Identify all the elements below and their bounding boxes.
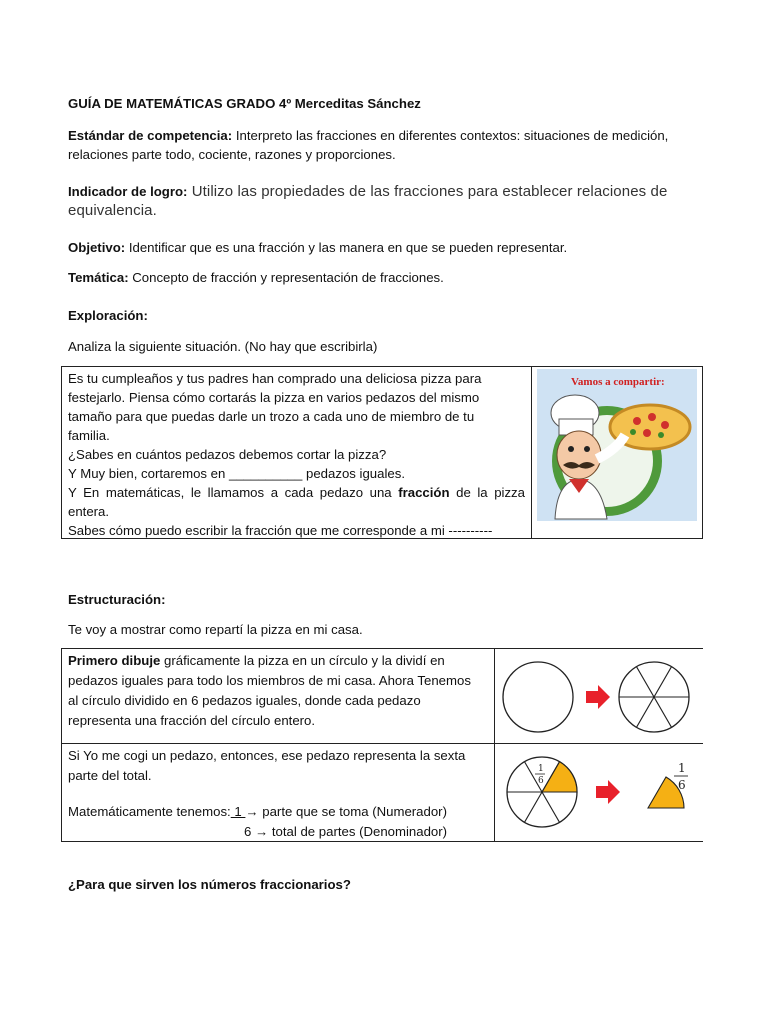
- row1-text: gráficamente la pizza en un círculo y la dividí en: [160, 653, 445, 668]
- estructuracion-heading: Estructuración:: [68, 592, 166, 607]
- exploracion-line-fraccion: [68, 483, 525, 502]
- indicador-label: Indicador de logro:: [68, 184, 188, 199]
- olive: [658, 432, 664, 438]
- objetivo-label: Objetivo:: [68, 240, 126, 255]
- olive: [630, 429, 636, 435]
- exploracion-intro: Analiza la siguiente situación. (No hay que escribirla): [68, 339, 378, 354]
- row2-line: parte del total.: [68, 768, 152, 783]
- row2-line: Si Yo me cogi un pedazo, entonces, ese pedazo representa la sexta: [68, 748, 466, 763]
- exploracion-text-cell: [62, 367, 532, 538]
- spacer: [68, 786, 488, 802]
- slice-fraction-num: 1: [678, 761, 686, 775]
- chef-face-icon: [557, 431, 601, 479]
- arrow-right-icon: [586, 685, 610, 709]
- denominator-value: 6: [244, 824, 252, 839]
- chef-illustration: [537, 369, 697, 521]
- circle-division-diagram: [498, 649, 703, 744]
- arrow-right-icon: [596, 780, 620, 804]
- exploracion-line: festejarlo. Piensa cómo cortarás la pizza en varios pedazos del mismo: [68, 390, 480, 405]
- pepperoni: [661, 421, 669, 429]
- tematica-label: Temática:: [68, 270, 129, 285]
- math-line: [68, 802, 488, 822]
- indicador-line1: [68, 182, 702, 201]
- divided-circle-icon: [619, 662, 689, 732]
- page-title: GUÍA DE MATEMÁTICAS GRADO 4º Merceditas Sánchez: [68, 96, 421, 111]
- table-row: [62, 744, 703, 841]
- row1-bold: Primero dibuje: [68, 653, 161, 668]
- row1-line: representa una fracción del círculo entero.: [68, 713, 316, 728]
- row1-figure: [498, 649, 703, 743]
- exploracion-line: familia.: [68, 428, 110, 443]
- denominator-line: [68, 822, 488, 842]
- eye: [568, 446, 574, 452]
- objetivo-text: Identificar que es una fracción y las manera en que se pueden representar.: [125, 240, 568, 255]
- exploracion-table: [61, 366, 703, 539]
- row1-line: [68, 651, 488, 671]
- exploracion-text-part: de la pizza: [449, 485, 525, 500]
- exploracion-line: Es tu cumpleaños y tus padres han comprado una deliciosa pizza para: [68, 371, 482, 386]
- exploracion-line: Y Muy bien, cortaremos en __________ pedazos iguales.: [68, 466, 405, 481]
- row2-figure: [498, 744, 703, 841]
- exploracion-line: entera.: [68, 504, 110, 519]
- eye: [584, 446, 590, 452]
- numerator-desc: → parte que se toma (Numerador): [245, 804, 447, 819]
- estandar-label: Estándar de competencia:: [68, 128, 233, 143]
- tematica-text: Concepto de fracción y representación de fracciones.: [128, 270, 444, 285]
- tematica-line: [68, 268, 702, 287]
- row1-line: al círculo dividido en 6 pedazos iguales, donde cada pedazo: [68, 693, 421, 708]
- chef-pizza-image: [537, 369, 697, 521]
- exploracion-line: Sabes cómo puedo escribir la fracción que me corresponde a mi ----------: [68, 523, 493, 538]
- pregunta-heading: ¿Para que sirven los números fraccionarios?: [68, 877, 351, 892]
- objetivo-line: [68, 238, 702, 257]
- indicador-text2: equivalencia.: [68, 202, 157, 219]
- math-label: Matemáticamente tenemos:: [68, 804, 231, 819]
- exploracion-line: tamaño para que puedas darle un trozo a cada uno de miembro de tu: [68, 409, 475, 424]
- row1-line: pedazos iguales para todo los miembros de mi casa. Ahora Tenemos: [68, 673, 471, 688]
- pepperoni: [643, 429, 651, 437]
- row2-text-cell: [62, 744, 495, 841]
- exploracion-heading: Exploración:: [68, 308, 148, 323]
- circle-fraction-num: 1: [538, 764, 544, 774]
- pepperoni: [648, 413, 656, 421]
- pepperoni: [633, 417, 641, 425]
- image-caption: Vamos a compartir:: [571, 376, 665, 388]
- fraccion-bold: fracción: [398, 485, 450, 500]
- numerator-value: 1: [230, 804, 246, 819]
- estructuracion-intro: Te voy a mostrar como repartí la pizza en mi casa.: [68, 622, 363, 637]
- slice-fraction-den: 6: [678, 778, 686, 792]
- exploracion-text-part: Y En matemáticas, le llamamos a cada pedazo una: [68, 485, 399, 500]
- estructuracion-table: [61, 648, 703, 842]
- row1-text-cell: [62, 649, 495, 743]
- whole-circle-icon: [503, 662, 573, 732]
- circle-fraction-den: 6: [538, 776, 544, 786]
- table-row: [62, 649, 703, 744]
- exploracion-line: ¿Sabes en cuántos pedazos debemos cortar la pizza?: [68, 447, 387, 462]
- estandar-text2: relaciones parte todo, cociente, razones y proporciones.: [68, 147, 396, 162]
- estandar-line1: [68, 126, 702, 145]
- denominator-desc: → total de partes (Denominador): [251, 824, 448, 839]
- fraction-diagram: [498, 744, 703, 841]
- indicador-text1: Utilizo las propiedades de las fracciones para establecer relaciones de: [187, 183, 668, 200]
- estandar-text1: Interpreto las fracciones en diferentes contextos: situaciones de medición,: [232, 128, 669, 143]
